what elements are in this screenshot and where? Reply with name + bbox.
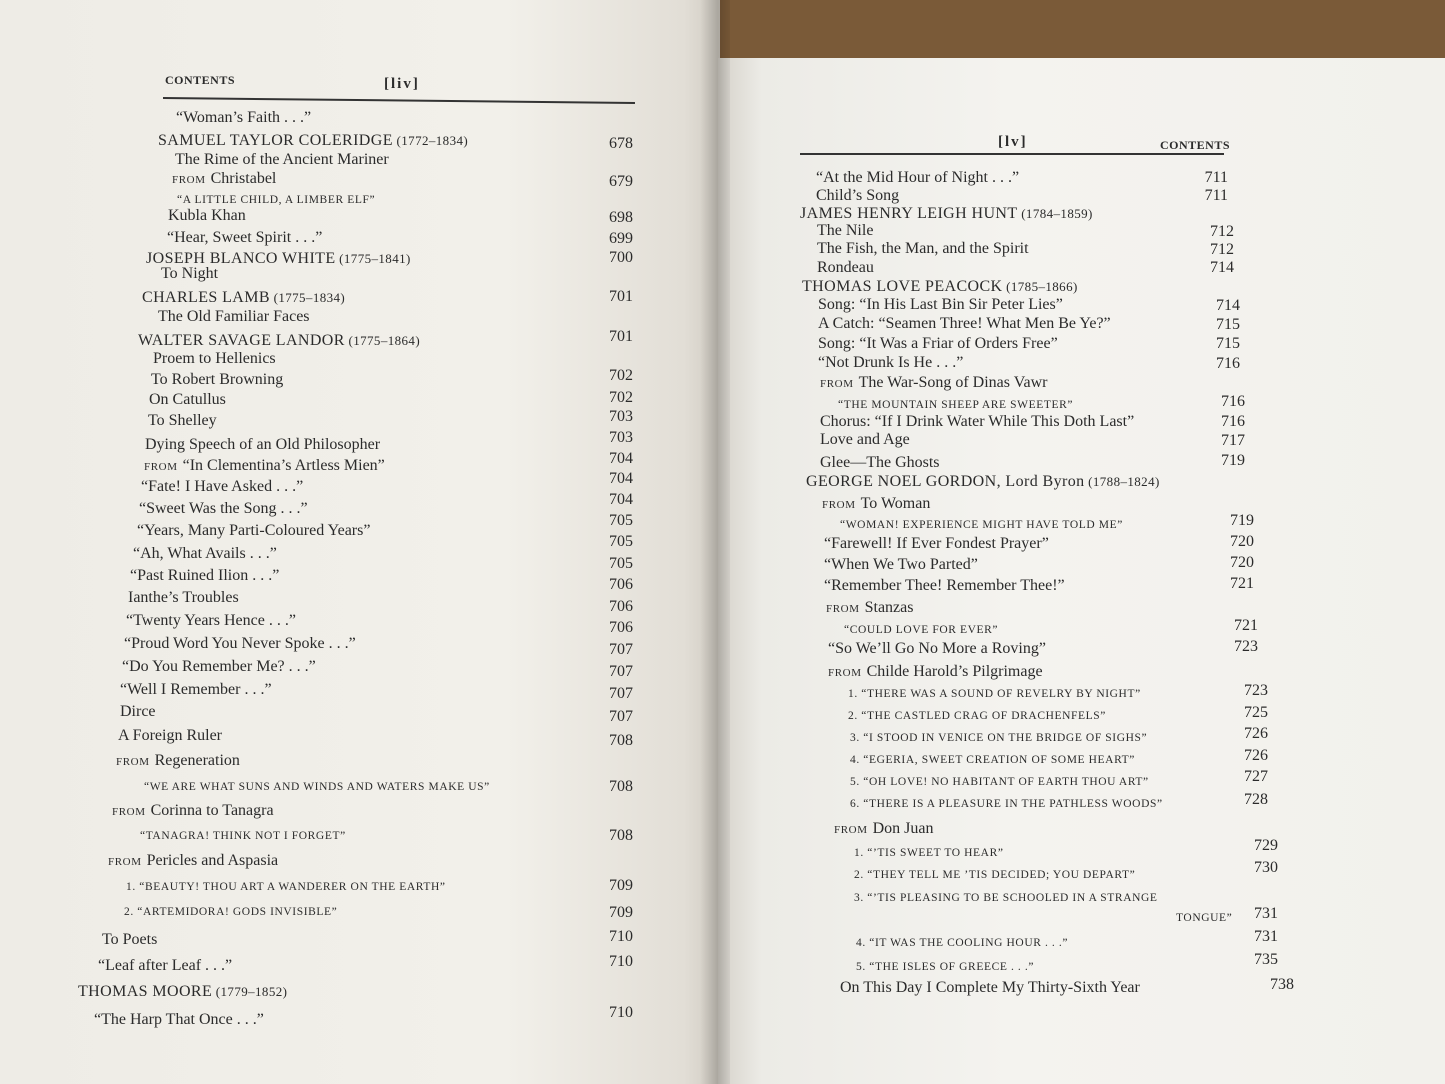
toc-entry [824,556,978,574]
toc-entry [820,454,940,472]
toc-entry [817,240,1029,258]
toc-entry [854,866,1135,884]
author-dates: (1772–1834) [392,133,469,148]
page-number: 723 [1234,638,1258,655]
entry-title: “Well I Remember . . .” [120,681,272,698]
toc-entry [818,296,1063,314]
entry-title: SAMUEL TAYLOR COLERIDGE [158,132,393,149]
toc-entry [850,729,1147,747]
page-number: 701 [609,328,633,345]
author-dates: (1775–1864) [344,333,421,348]
entry-title: Child’s Song [816,187,900,204]
entry-title: Love and Age [820,431,910,448]
author-dates: (1788–1824) [1084,474,1160,489]
entry-title: “Sweet Was the Song . . .” [139,500,308,517]
page-number: 711 [1204,169,1228,186]
toc-entry [118,727,222,745]
page-number: 712 [1210,241,1234,258]
toc-entry [848,685,1141,703]
entry-title: Song: “In His Last Bin Sir Peter Lies” [818,296,1063,313]
page-number: 709 [609,877,633,894]
toc-entry [130,567,279,585]
entry-title: Glee—The Ghosts [820,454,940,471]
entry-title: “Past Ruined Ilion . . .” [130,567,280,584]
page-number: 720 [1230,533,1254,550]
toc-entry [834,820,933,839]
page-number: 698 [609,209,633,226]
page-number: 728 [1244,791,1268,808]
entry-title: 3. “’TIS PLEASING TO BE SCHOOLED IN A STRANGE [854,892,1158,904]
toc-entry [116,752,240,771]
entry-title: To Shelley [148,412,217,429]
entry-title: 2. “THE CASTLED CRAG OF DRACHENFELS” [848,710,1106,722]
entry-title: 4. “IT WAS THE COOLING HOUR . . .” [856,937,1069,949]
entry-title: “Twenty Years Hence . . .” [126,612,296,629]
toc-author [138,332,420,350]
from-marker: FROM [826,603,860,615]
toc-entry [856,958,1034,976]
entry-title: “COULD LOVE FOR EVER” [844,624,999,636]
from-marker: FROM [144,461,178,473]
entry-title: 4. “EGERIA, SWEET CREATION OF SOME HEART” [850,754,1135,766]
right-header-label [1160,137,1230,153]
toc-entry [126,878,446,896]
entry-title: 5. “THE ISLES OF GREECE . . .” [856,961,1035,973]
page-number: 729 [1254,837,1278,854]
toc-entry [816,169,1019,187]
page-number: 702 [609,389,633,406]
toc-entry [124,635,356,653]
author-dates: (1775–1841) [335,251,411,266]
toc-entry [824,577,1065,595]
page-number: 726 [1244,725,1268,742]
page-number: 714 [1210,259,1234,276]
entry-title: “Remember Thee! Remember Thee!” [824,577,1065,594]
entry-title: “Ah, What Avails . . .” [133,545,277,562]
entry-title: 1. “THERE WAS A SOUND OF REVELRY BY NIGHT” [848,688,1141,700]
page-number: 679 [609,173,633,190]
toc-entry [856,934,1068,952]
entry-title: Pericles and Aspasia [146,852,279,869]
entry-title: “Fate! I Have Asked . . .” [141,478,304,495]
page-number: 717 [1221,432,1245,449]
toc-entry [818,335,1058,353]
toc-entry [144,778,490,796]
toc-entry [168,207,246,225]
toc-entry [818,354,963,372]
toc-entry [828,640,1046,658]
page-number: 707 [609,708,633,725]
entry-title: 3. “I STOOD IN VENICE ON THE BRIDGE OF SIGHS” [850,732,1148,744]
toc-entry [108,852,278,871]
page-number: 702 [609,367,633,384]
toc-entry [848,707,1106,725]
toc-entry [140,827,346,845]
author-dates: (1784–1859) [1017,206,1093,221]
entry-title: Kubla Khan [168,207,246,224]
header-rule [800,153,1224,155]
toc-entry [826,599,913,618]
page-number: 710 [609,1004,633,1021]
entry-title: The War-Song of Dinas Vawr [858,374,1048,391]
entry-title: THOMAS MOORE [78,983,213,1000]
page-number: 707 [609,663,633,680]
toc-entry [828,663,1043,682]
entry-title: THOMAS LOVE PEACOCK [802,278,1003,295]
toc-entry [126,612,296,630]
toc-entry [141,478,303,496]
right-folio [998,134,1028,151]
entry-title: A Catch: “Seamen Three! What Men Be Ye?” [818,315,1111,332]
entry-title: “In Clementina’s Artless Mien” [182,457,385,474]
toc-entry [854,844,1004,862]
entry-title: 6. “THERE IS A PLEASURE IN THE PATHLESS WOODS” [850,798,1163,810]
entry-title: The Fish, the Man, and the Spirit [817,240,1029,257]
entry-title: Childe Harold’s Pilgrimage [866,663,1043,680]
page-number: 731 [1254,905,1278,922]
toc-entry [817,259,874,277]
page-number: 703 [609,429,633,446]
toc-entry [94,1011,264,1029]
toc-entry [820,374,1047,393]
entry-title: “Woman’s Faith . . .” [176,109,312,126]
page-number: 731 [1254,928,1278,945]
entry-title: Stanzas [864,599,914,616]
toc-entry [816,187,899,205]
entry-title: CHARLES LAMB [142,289,270,306]
page-number: 721 [1234,617,1258,634]
toc-entry [149,391,226,409]
toc-entry [820,431,910,449]
toc-author [802,278,1078,296]
entry-title: To Night [161,265,219,282]
toc-author [142,289,345,307]
page-number: 706 [609,619,633,636]
toc-author [78,983,287,1001]
folio-number: [liv] [384,76,420,92]
toc-entry [153,350,276,368]
author-dates: (1775–1834) [269,290,346,305]
page-number: 735 [1254,951,1278,968]
toc-entry [139,500,308,518]
page-number: 719 [1230,512,1254,529]
toc-entry [850,773,1149,791]
page-number: 708 [609,827,633,844]
entry-title: “TANAGRA! THINK NOT I FORGET” [140,830,346,842]
toc-entry [145,436,380,454]
entry-title: 1. “BEAUTY! THOU ART A WANDERER ON THE EARTH” [126,881,446,893]
page-number: 703 [609,408,633,425]
entry-title: 1. “’TIS SWEET TO HEAR” [854,847,1004,859]
entry-title: “Proud Word You Never Spoke . . .” [124,635,356,652]
running-head: CONTENTS [1160,138,1231,152]
entry-title: “WE ARE WHAT SUNS AND WINDS AND WATERS MAKE US” [144,781,490,793]
toc-entry [854,889,1158,907]
entry-title: Chorus: “If I Drink Water While This Doth Last” [820,413,1135,430]
entry-title: Dirce [120,703,156,720]
page-number: 726 [1244,747,1268,764]
entry-title: The Rime of the Ancient Mariner [175,151,389,168]
entry-title: The Old Familiar Faces [158,308,310,325]
toc-entry [161,265,218,283]
entry-title: Corinna to Tanagra [150,802,274,819]
page-number: 723 [1244,682,1268,699]
toc-entry [176,109,311,127]
entry-title: Ianthe’s Troubles [128,589,239,606]
entry-title: “So We’ll Go No More a Roving” [828,640,1046,657]
page-number: 705 [609,533,633,550]
entry-title: Song: “It Was a Friar of Orders Free” [818,335,1058,352]
toc-entry [822,495,930,514]
toc-entry [167,229,322,247]
page-number: 701 [609,288,633,305]
toc-entry [151,371,283,389]
entry-title: “At the Mid Hour of Night . . .” [816,169,1020,186]
toc-entry [98,957,232,975]
entry-title: 2. “THEY TELL ME ’TIS DECIDED; YOU DEPART” [854,869,1136,881]
entry-title: “Hear, Sweet Spirit . . .” [167,229,323,246]
page-number: 704 [609,450,633,467]
author-dates: (1785–1866) [1002,279,1078,294]
page-number: 700 [609,249,633,266]
page-number: 738 [1270,976,1294,993]
page-number: 710 [609,953,633,970]
page-number: 727 [1244,768,1268,785]
page-number: 716 [1221,393,1245,410]
entry-title: On Catullus [149,391,226,408]
entry-title: 5. “OH LOVE! NO HABITANT OF EARTH THOU ART” [850,776,1149,788]
toc-author [158,132,468,150]
from-marker: FROM [820,378,854,390]
toc-entry [112,802,274,821]
toc-entry [158,308,310,326]
header-rule [163,97,635,104]
toc-entry [172,170,276,189]
entry-title: JAMES HENRY LEIGH HUNT [800,205,1018,222]
from-marker: FROM [108,856,142,868]
entry-title: Regeneration [154,752,240,769]
from-marker: FROM [822,499,856,511]
toc-entry [838,396,1073,414]
page-number: 705 [609,512,633,529]
toc-entry [840,516,1123,534]
toc-entry [102,931,157,949]
entry-title: “THE MOUNTAIN SHEEP ARE SWEETER” [838,399,1074,411]
toc-entry [137,522,370,540]
toc-entry [122,658,316,676]
entry-title: On This Day I Complete My Thirty-Sixth Year [840,979,1140,996]
page-number: 708 [609,732,633,749]
entry-title: “Not Drunk Is He . . .” [818,354,964,371]
entry-title: Rondeau [817,259,874,276]
left-folio [384,76,420,93]
entry-title: WALTER SAVAGE LANDOR [138,332,345,349]
page-number: 708 [609,778,633,795]
toc-entry [128,589,239,607]
page-number: 699 [609,230,633,247]
entry-title: Don Juan [872,820,934,837]
page-number: 720 [1230,554,1254,571]
page-number: 706 [609,598,633,615]
from-marker: FROM [112,806,146,818]
toc-entry [818,315,1111,333]
entry-title: Christabel [210,170,277,187]
toc-author [806,473,1160,491]
page-number: 715 [1216,316,1240,333]
entry-title: “Years, Many Parti-Coloured Years” [137,522,371,539]
entry-title: “Farewell! If Ever Fondest Prayer” [824,535,1049,552]
toc-entry [820,413,1134,431]
toc-entry [124,903,337,921]
entry-title: Proem to Hellenics [153,350,276,367]
entry-title: “Do You Remember Me? . . .” [122,658,316,675]
toc-entry [144,457,385,476]
entry-title: GEORGE NOEL GORDON, Lord Byron [806,473,1085,490]
entry-title: The Nile [817,222,874,239]
from-marker: FROM [172,174,206,186]
entry-title: TONGUE” [1176,912,1233,924]
author-dates: (1779–1852) [212,984,288,999]
page-number: 707 [609,685,633,702]
toc-entry [850,751,1135,769]
page-number: 705 [609,555,633,572]
toc-entry [148,412,217,430]
toc-entry [120,703,156,721]
toc-entry [133,545,277,563]
entry-title: JOSEPH BLANCO WHITE [146,250,336,267]
folio-number: [lv] [998,134,1028,150]
page-number: 719 [1221,452,1245,469]
entry-title: To Woman [860,495,931,512]
entry-title: “Leaf after Leaf . . .” [98,957,233,974]
page-number: 716 [1221,413,1245,430]
page-number: 715 [1216,335,1240,352]
entry-title: To Poets [102,931,158,948]
page-number: 716 [1216,355,1240,372]
page-number: 714 [1216,297,1240,314]
left-page [0,0,720,1084]
page-number: 678 [609,135,633,152]
from-marker: FROM [834,824,868,836]
page-number: 710 [609,928,633,945]
page-number: 709 [609,904,633,921]
toc-entry [120,681,272,699]
entry-title: 2. “ARTEMIDORA! GODS INVISIBLE” [124,906,338,918]
page-number: 730 [1254,859,1278,876]
page-number: 704 [609,491,633,508]
page-number: 712 [1210,223,1234,240]
entry-title: “When We Two Parted” [824,556,978,573]
page-number: 707 [609,641,633,658]
page-number: 704 [609,470,633,487]
toc-entry [824,535,1049,553]
entry-title: Dying Speech of an Old Philosopher [145,436,381,453]
running-head: CONTENTS [165,73,236,87]
page-number: 711 [1204,187,1228,204]
entry-title: “The Harp That Once . . .” [94,1011,264,1028]
toc-author [800,205,1093,223]
page-number: 721 [1230,575,1254,592]
left-header-label [165,72,235,88]
toc-entry [850,795,1163,813]
toc-entry [817,222,873,240]
page-number: 706 [609,576,633,593]
toc-entry [1176,909,1232,927]
from-marker: FROM [116,756,150,768]
entry-title: “A LITTLE CHILD, A LIMBER ELF” [177,194,376,206]
entry-title: To Robert Browning [151,371,284,388]
toc-entry [175,151,389,169]
entry-title: “WOMAN! EXPERIENCE MIGHT HAVE TOLD ME” [840,519,1123,531]
from-marker: FROM [828,667,862,679]
right-page [718,58,1445,1084]
page-number: 725 [1244,704,1268,721]
toc-entry [844,621,998,639]
entry-title: A Foreign Ruler [118,727,222,744]
toc-entry [840,979,1140,997]
